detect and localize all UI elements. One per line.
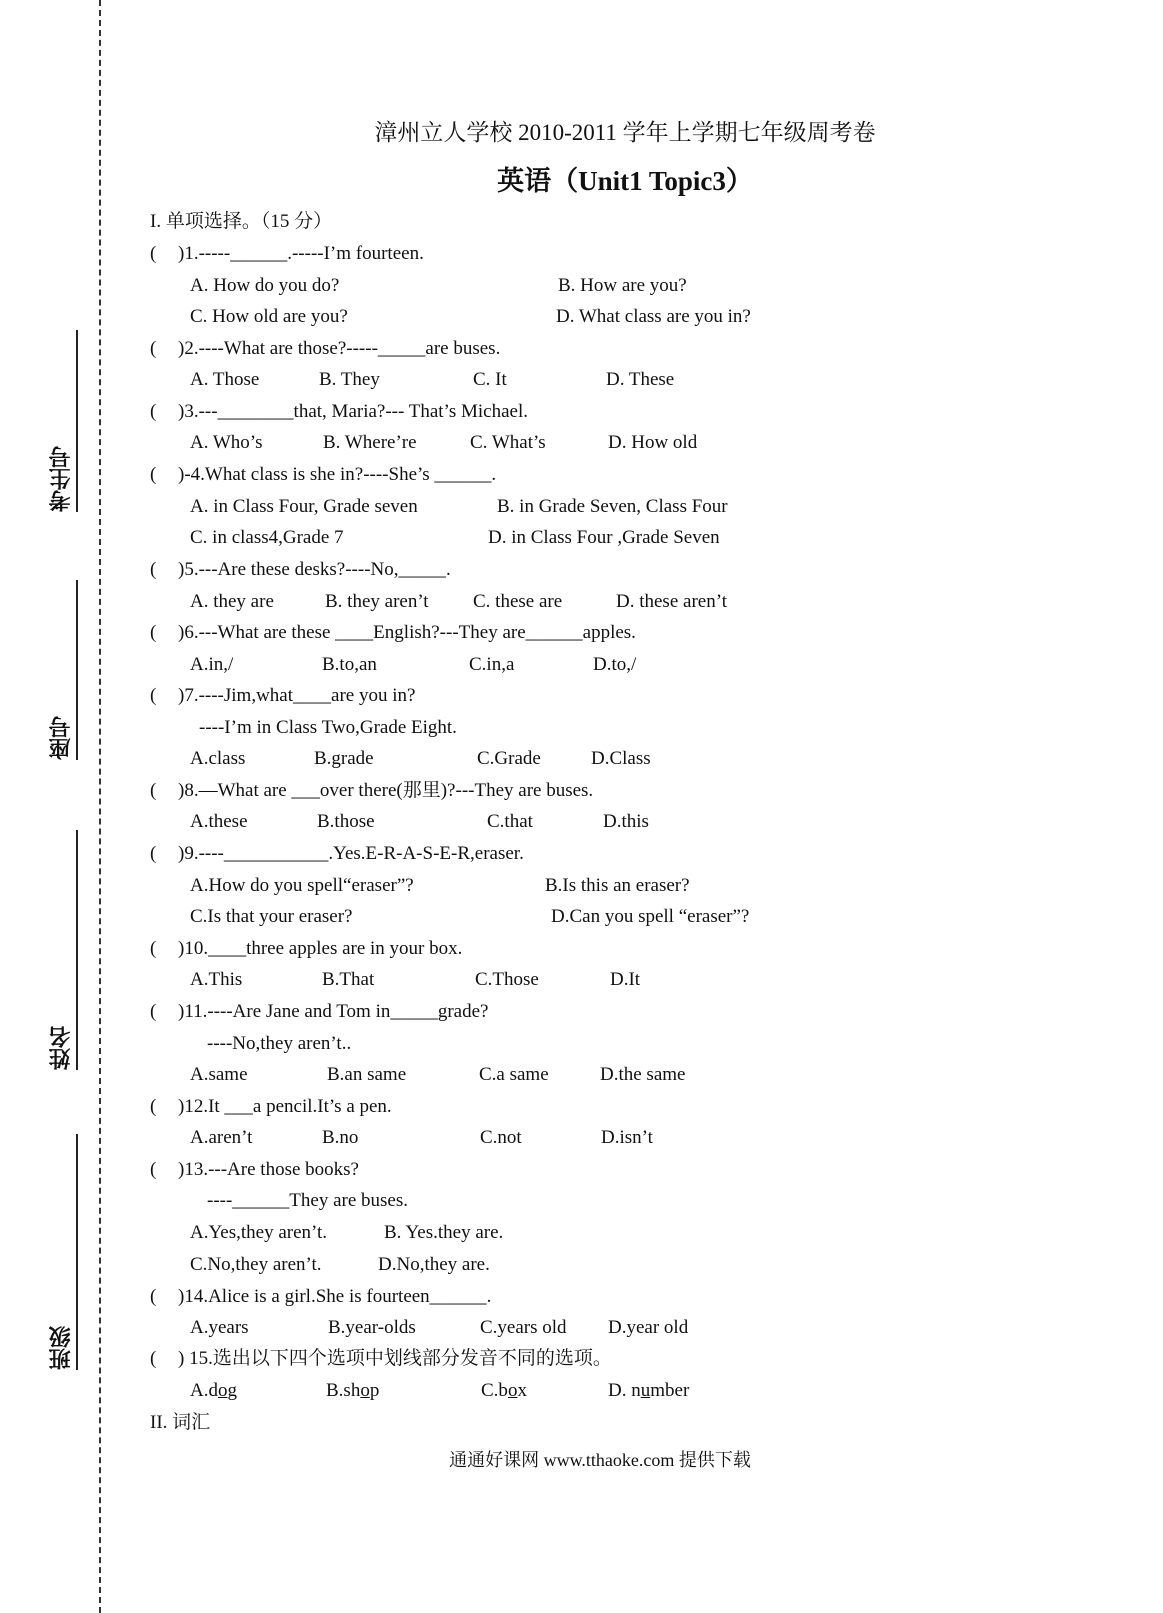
question-line-2: ----______They are buses.	[207, 1190, 409, 1211]
option-d: D.this	[603, 811, 649, 832]
option-a: A. How do you do?	[190, 275, 340, 296]
option-c: C. It	[473, 369, 507, 390]
footer-credit: 通通好课网 www.tthaoke.com 提供下载	[449, 1450, 751, 1470]
question-stem: ( )6.---What are these ____English?---They are______apples.	[150, 622, 636, 643]
option-a: A. in Class Four, Grade seven	[190, 496, 418, 517]
class-field	[46, 1110, 86, 1370]
question-stem: ( )12.It ___a pencil.It’s a pen.	[150, 1096, 392, 1117]
option-a: A. Those	[190, 369, 260, 390]
option-b: B. They	[319, 369, 380, 390]
option-b: B.That	[322, 969, 375, 990]
class-label: 班级	[49, 1326, 74, 1370]
question-stem: ( )2.----What are those?-----_____are buses.	[150, 338, 501, 359]
option-b: B.to,an	[322, 654, 377, 675]
option-a: A.in,/	[190, 654, 234, 675]
seat-field	[46, 500, 86, 760]
option-a: A. they are	[190, 591, 274, 612]
option-b: B. Where’re	[323, 432, 417, 453]
option-d: D.to,/	[593, 654, 637, 675]
option-d: D. these aren’t	[616, 591, 727, 612]
option-c: C. What’s	[470, 432, 546, 453]
option-c: C.in,a	[469, 654, 515, 675]
option-b: B.no	[322, 1127, 359, 1148]
option-b: B.Is this an eraser?	[545, 875, 690, 896]
option-d: D.year old	[608, 1317, 689, 1338]
option-a: A.class	[190, 748, 246, 769]
exam-number-label: 考生号	[49, 446, 74, 512]
option-c: C.not	[480, 1127, 522, 1148]
option-a: A.How do you spell“eraser”?	[190, 875, 414, 896]
exam-subtitle: 英语（Unit1 Topic3）	[497, 166, 753, 196]
option-b: B.an same	[327, 1064, 407, 1085]
question-stem: ( )5.---Are these desks?----No,_____.	[150, 559, 451, 580]
option-d: D.It	[610, 969, 641, 990]
option-d: D. What class are you in?	[556, 306, 751, 327]
option-d: D.isn’t	[601, 1127, 653, 1148]
option-c: C.that	[487, 811, 533, 832]
option-b: B.year-olds	[328, 1317, 416, 1338]
option-a: A. Who’s	[190, 432, 263, 453]
option-d: D.Can you spell “eraser”?	[551, 906, 750, 927]
question-stem: ( )10.____three apples are in your box.	[150, 938, 463, 959]
question-stem: ( )8.—What are ___over there(那里)?---They are buses.	[150, 780, 594, 801]
question-line-2: ----No,they aren’t..	[207, 1033, 352, 1054]
name-field	[46, 810, 86, 1070]
option-a: A.Yes,they aren’t.	[190, 1222, 328, 1243]
option-a: A.aren’t	[190, 1127, 253, 1148]
section-1-heading: I. 单项选择。（15 分）	[150, 211, 333, 232]
option-c: C.Grade	[477, 748, 541, 769]
option-d: D. How old	[608, 432, 698, 453]
option-c: C.Is that your eraser?	[190, 906, 353, 927]
option-d: D. number	[608, 1380, 690, 1401]
exam-title: 漳州立人学校 2010-2011 学年上学期七年级周考卷	[374, 120, 876, 145]
option-c: C. these are	[473, 591, 563, 612]
option-c: C.Those	[475, 969, 539, 990]
name-label: 姓名	[49, 1026, 74, 1070]
question-stem: ( )1.-----______.-----I’m fourteen.	[150, 243, 424, 264]
option-d: D.Class	[591, 748, 651, 769]
option-b: B. Yes.they are.	[384, 1222, 504, 1243]
seat-label: 座号	[49, 716, 74, 760]
option-b: B.grade	[314, 748, 374, 769]
exam-number-field	[46, 252, 86, 512]
section-2-heading: II. 词汇	[150, 1412, 211, 1433]
option-c: C.box	[481, 1380, 527, 1401]
option-a: A.dog	[190, 1380, 237, 1401]
option-b: B. How are you?	[558, 275, 687, 296]
option-a: A.years	[190, 1317, 249, 1338]
option-d: D.No,they are.	[378, 1254, 490, 1275]
option-d: D. These	[606, 369, 675, 390]
question-stem: ( )9.----___________.Yes.E-R-A-S-E-R,eraser.	[150, 843, 524, 864]
option-c: C.No,they aren’t.	[190, 1254, 322, 1275]
option-a: A.same	[190, 1064, 248, 1085]
option-c: C. in class4,Grade 7	[190, 527, 344, 548]
question-stem: ( )7.----Jim,what____are you in?	[150, 685, 416, 706]
question-stem: ( )3.---________that, Maria?--- That’s Michael.	[150, 401, 528, 422]
option-c: C.years old	[480, 1317, 567, 1338]
option-b: B. they aren’t	[325, 591, 429, 612]
option-b: B.those	[317, 811, 375, 832]
option-c: C. How old are you?	[190, 306, 348, 327]
question-stem: ( )13.---Are those books?	[150, 1159, 359, 1180]
question-line-2: ----I’m in Class Two,Grade Eight.	[199, 717, 457, 738]
option-b: B. in Grade Seven, Class Four	[497, 496, 728, 517]
question-stem: ( )14.Alice is a girl.She is fourteen______.	[150, 1286, 492, 1307]
question-stem: ( ) 15.选出以下四个选项中划线部分发音不同的选项。	[150, 1348, 612, 1369]
option-d: D. in Class Four ,Grade Seven	[488, 527, 720, 548]
option-c: C.a same	[479, 1064, 549, 1085]
option-d: D.the same	[600, 1064, 686, 1085]
question-stem: ( )11.----Are Jane and Tom in_____grade?	[150, 1001, 489, 1022]
option-a: A.these	[190, 811, 248, 832]
question-stem: ( )-4.What class is she in?----She’s ______.	[150, 464, 497, 485]
option-b: B.shop	[326, 1380, 380, 1401]
cut-line	[99, 0, 101, 1613]
option-a: A.This	[190, 969, 243, 990]
